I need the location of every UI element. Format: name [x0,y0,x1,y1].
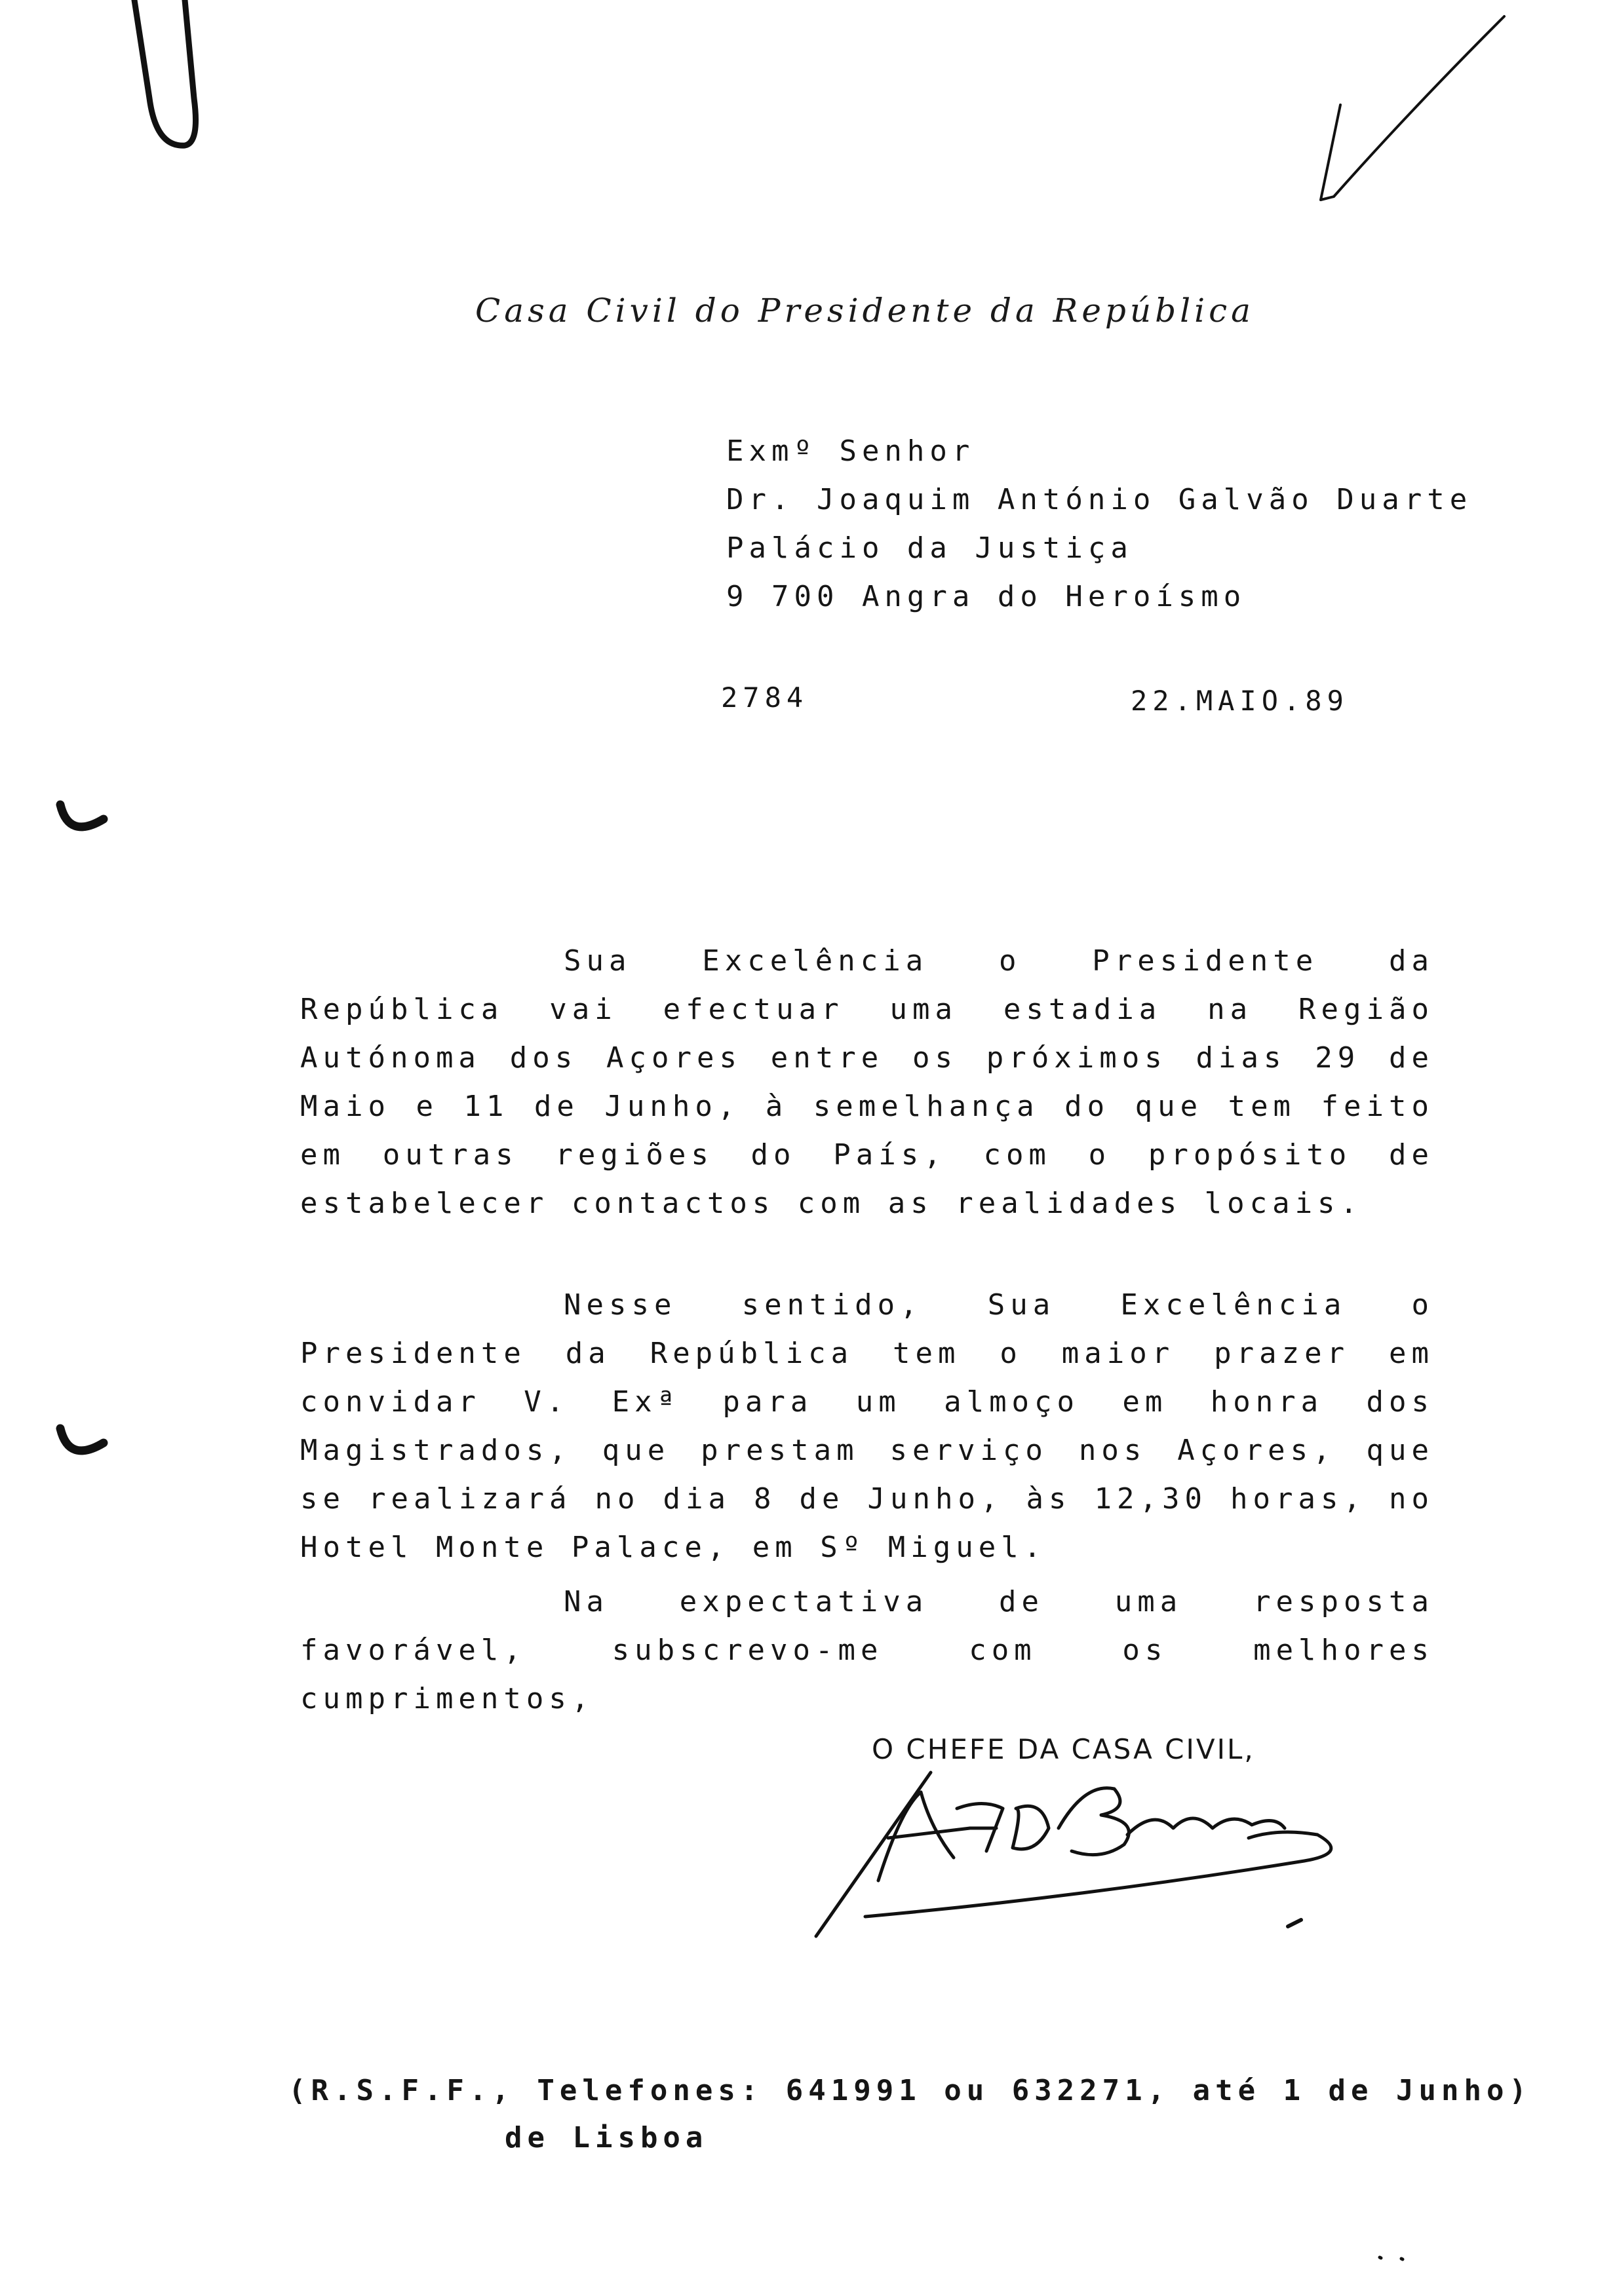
check-mark [1321,16,1504,200]
footer-note [288,2067,1532,2162]
letterhead: Casa Civil do Presidente da República [475,292,1255,330]
recipient-institution: Palácio da Justiça [726,531,1133,565]
recipient-address [726,427,1472,621]
signature [816,1772,1331,1936]
body-paragraph-2 [300,1281,1434,1572]
footer-line-1: (R.S.F.F., Telefones: 641991 ou 632271, até 1 de Junho) [288,2074,1532,2107]
binder-mark-upper [60,805,104,827]
paragraph-3-text: Na expectativa de uma resposta favorável, subscrevo-me com os melhores cumprimentos, [300,1585,1434,1715]
recipient-salutation: Exmº Senhor [726,434,975,468]
footer-line-2: de Lisboa [505,2121,709,2154]
paragraph-1-text: Sua Excelência o Presidente da República vai efectuar uma estadia na Região Autónoma dos Açores entre os próximos dias 29 de Maio e 11 de Junho, à semelhança do que tem feito em outras regiões do País, com o propósito de estabelecer contactos com as realidades locais. [300,944,1434,1220]
binder-mark-lower [60,1428,104,1451]
body-paragraph-3 [300,1578,1434,1723]
staple-mark [134,0,196,145]
closing-title: O CHEFE DA CASA CIVIL, [872,1733,1255,1765]
reference-number: 2784 [721,681,809,714]
paragraph-2-text: Nesse sentido, Sua Excelência o Presidente da República tem o maior prazer em convidar V. Exª para um almoço em honra dos Magistrados, que prestam serviço nos Açores, que se realizará no dia 8 de Junho, às 12,30 horas, no Hotel Monte Palace, em Sº Miguel. [300,1288,1434,1564]
body-paragraph-1 [300,937,1434,1228]
speck [1380,2257,1403,2259]
recipient-city: 9 700 Angra do Heroísmo [726,580,1247,613]
letter-date: 22.MAIO.89 [1131,685,1349,717]
recipient-name: Dr. Joaquim António Galvão Duarte [726,483,1473,516]
